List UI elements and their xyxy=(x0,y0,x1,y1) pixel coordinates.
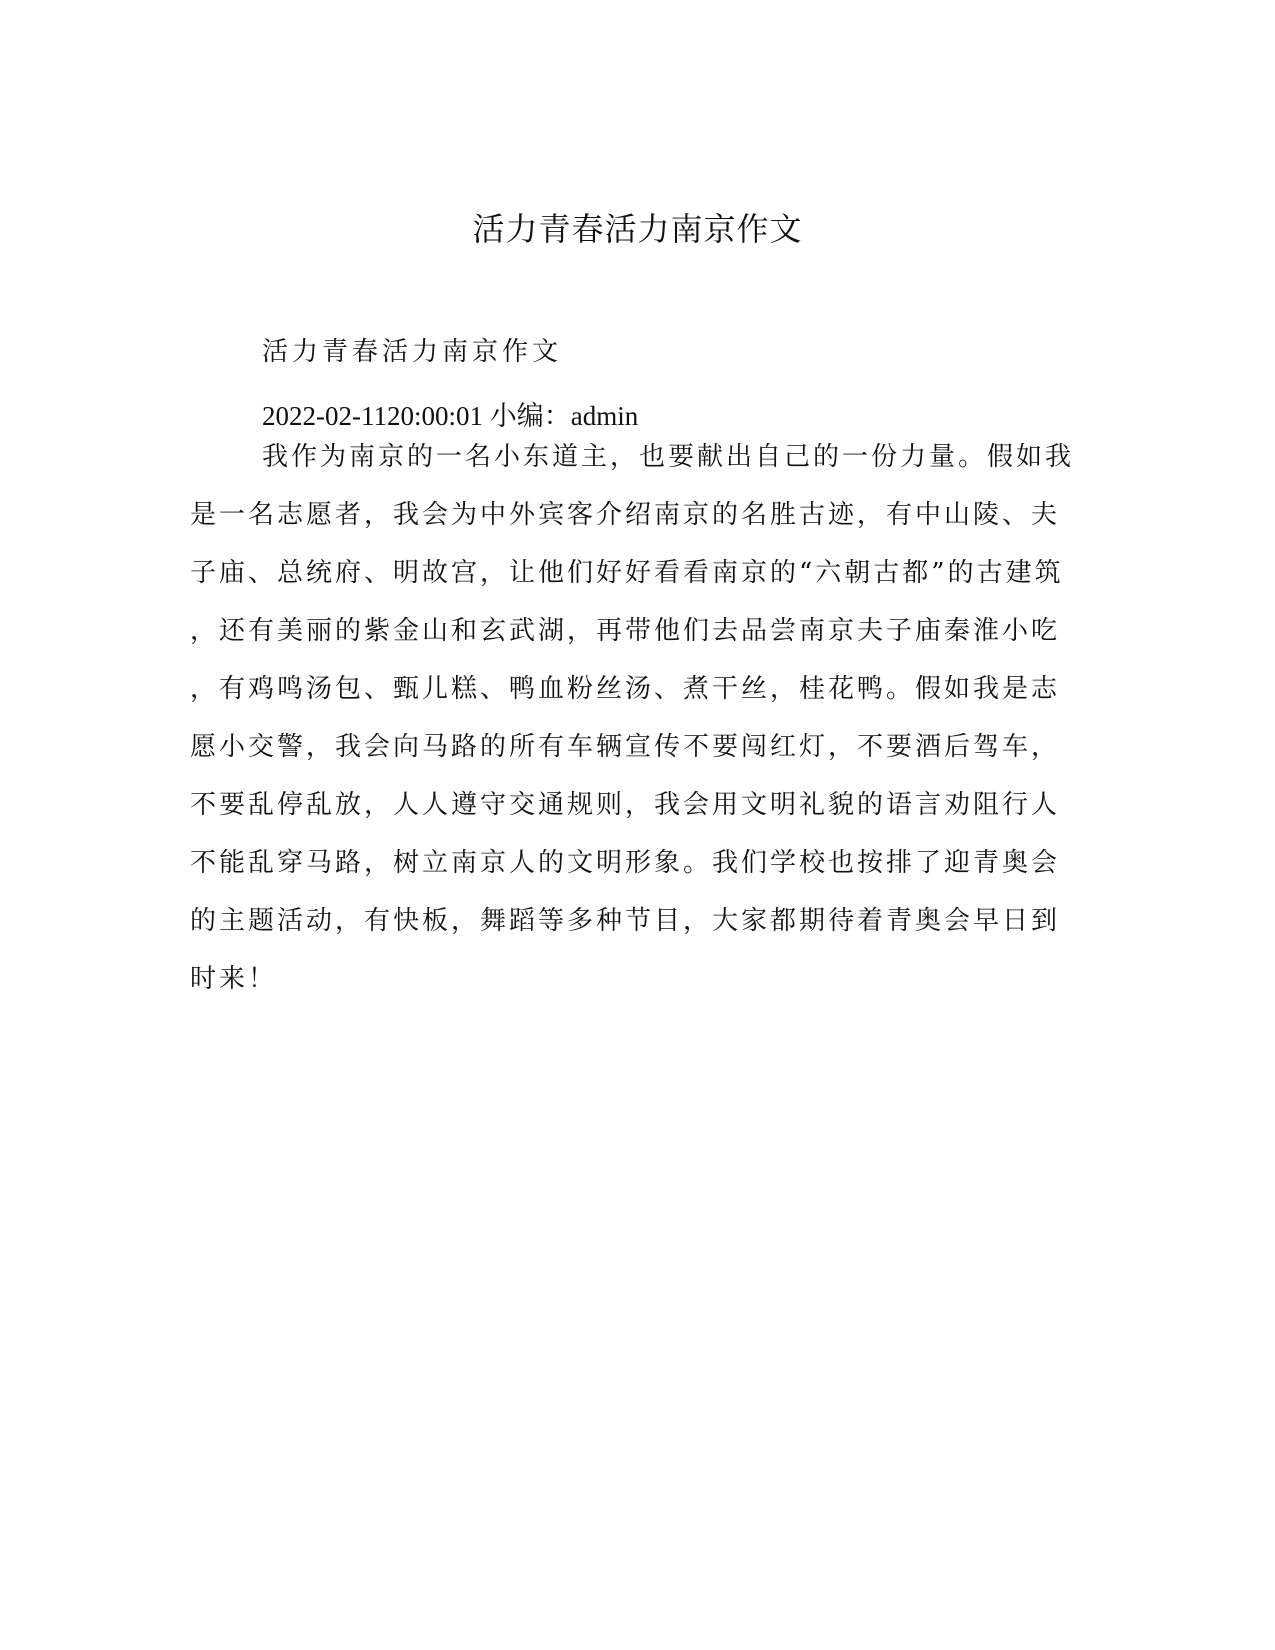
body-line: 的主题活动，有快板，舞蹈等多种节目，大家都期待着青奥会早日到 xyxy=(190,906,1061,936)
body-line: ，还有美丽的紫金山和玄武湖，再带他们去品尝南京夫子庙秦淮小吃 xyxy=(190,616,1061,646)
body-line: 是一名志愿者，我会为中外宾客介绍南京的名胜古迹，有中山陵、夫 xyxy=(190,500,1061,530)
body-line: 不要乱停乱放，人人遵守交通规则，我会用文明礼貌的语言劝阻行人 xyxy=(190,790,1061,820)
article-subtitle: 活力青春活力南京作文 xyxy=(262,337,563,367)
body-line: ，有鸡鸣汤包、甄儿糕、鸭血粉丝汤、煮干丝，桂花鸭。假如我是志 xyxy=(190,674,1061,704)
article-meta: 2022-02-1120:00:01 小编：admin xyxy=(262,401,639,431)
body-line: 不能乱穿马路，树立南京人的文明形象。我们学校也按排了迎青奥会 xyxy=(190,848,1061,878)
body-line: 愿小交警，我会向马路的所有车辆宣传不要闯红灯，不要酒后驾车， xyxy=(190,732,1061,762)
body-line: 子庙、总统府、明故宫，让他们好好看看南京的“六朝古都”的古建筑 xyxy=(190,558,1064,588)
body-line: 时来！ xyxy=(190,964,278,994)
body-line: 我作为南京的一名小东道主，也要献出自己的一份力量。假如我 xyxy=(262,442,1075,472)
page-title: 活力青春活力南京作文 xyxy=(472,210,803,248)
